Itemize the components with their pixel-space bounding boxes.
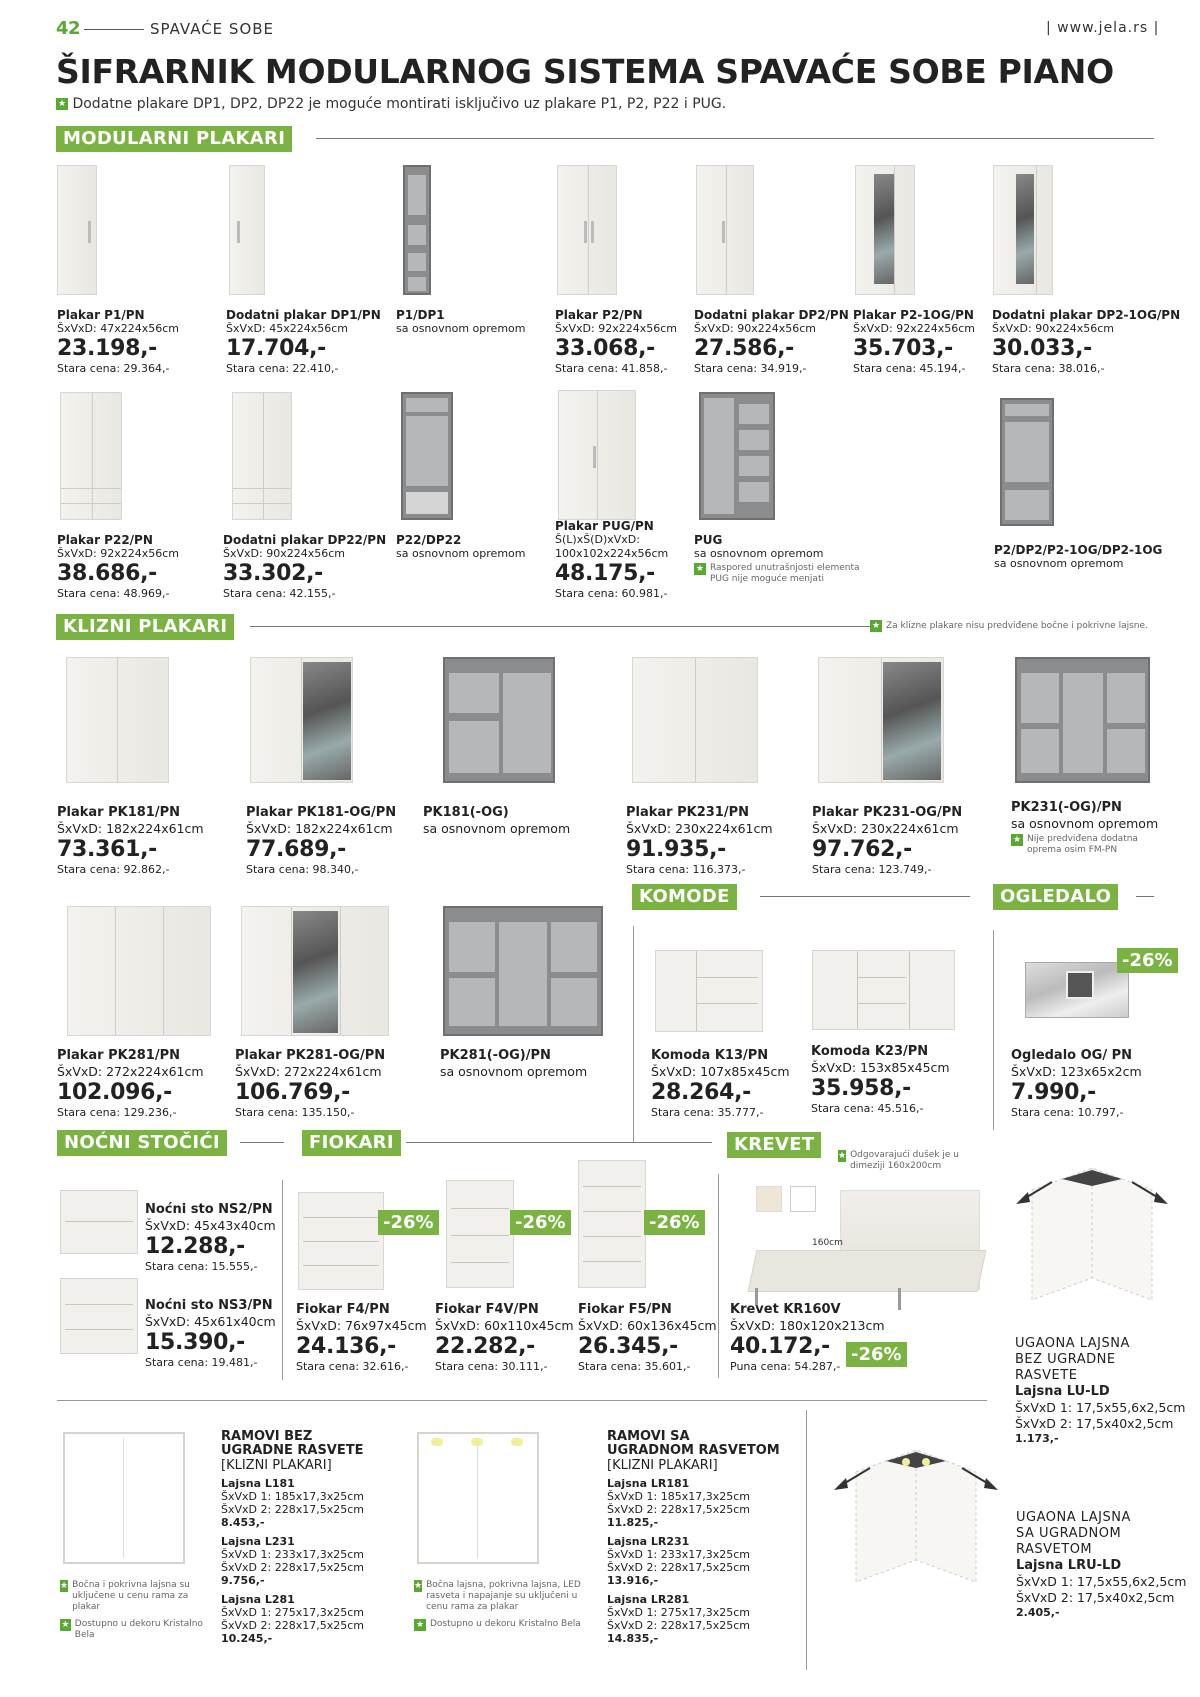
product-old-price: Stara cena: 35.777,-	[651, 1106, 764, 1119]
dresser-k23-image	[812, 950, 955, 1030]
wardrobe-dp2-1og-image	[993, 165, 1053, 295]
frames-subheading: [KLIZNI PLAKARI]	[221, 1458, 332, 1473]
product-dims: ŠxVxD: 45x43x40cm	[145, 1218, 276, 1233]
wardrobe-dp2-image	[696, 165, 754, 295]
product-name: Komoda K23/PN	[811, 1044, 929, 1059]
product-dims: sa osnovnom opremom	[396, 322, 526, 335]
product-name: Krevet KR160V	[730, 1302, 841, 1317]
product-card[interactable]	[223, 533, 386, 601]
product-name: PUG	[694, 533, 723, 547]
wardrobe-p2-interior-image	[1000, 398, 1054, 526]
item-price: 9.756,-	[221, 1574, 265, 1587]
product-dims: ŠxVxD: 182x224x61cm	[57, 821, 204, 836]
product-old-price: Stara cena: 34.919,-	[694, 362, 807, 375]
product-card[interactable]	[235, 1048, 385, 1120]
product-price: 38.686,-	[57, 561, 157, 586]
bed-note	[838, 1150, 978, 1172]
star-icon: ★	[61, 1620, 70, 1630]
product-dims: ŠxVxD: 90x224x56cm	[992, 322, 1114, 335]
product-name: Plakar PK181-OG/PN	[246, 805, 397, 820]
product-dims: ŠxVxD: 272x224x61cm	[57, 1064, 204, 1079]
item-dims: ŠxVxD 2: 228x17,5x25cm	[221, 1561, 364, 1574]
product-dims: ŠxVxD: 45x224x56cm	[226, 322, 348, 335]
divider	[250, 626, 870, 627]
divider	[406, 1142, 712, 1143]
product-old-price: Stara cena: 135.150,-	[235, 1106, 355, 1119]
product-card[interactable]	[57, 533, 179, 601]
product-old-price: Stara cena: 30.111,-	[435, 1360, 548, 1373]
product-price: 17.704,-	[226, 336, 326, 361]
product-dims: ŠxVxD: 123x65x2cm	[1011, 1064, 1142, 1079]
product-name: PK231(-OG)/PN	[1011, 800, 1122, 815]
product-name: Fiokar F5/PN	[578, 1302, 672, 1317]
product-dims: ŠxVxD 2: 17,5x40x2,5cm	[1016, 1590, 1175, 1605]
note-text: Nije predviđena dodatna oprema osim FM-PN	[1027, 834, 1138, 855]
product-price: 12.288,-	[145, 1234, 245, 1259]
product-name: Plakar P2/PN	[555, 308, 643, 322]
product-card[interactable]	[57, 1048, 204, 1120]
product-old-price: Stara cena: 92.862,-	[57, 863, 170, 876]
product-card[interactable]	[853, 308, 975, 376]
product-dims: ŠxVxD: 107x85x45cm	[651, 1064, 790, 1079]
bed-frame-image	[748, 1250, 987, 1292]
product-card[interactable]	[145, 1202, 276, 1274]
corner-heading: BEZ UGRADNE	[1015, 1352, 1116, 1367]
corner-heading: RASVETOM	[1016, 1542, 1093, 1557]
product-dims: sa osnovnom opremom	[440, 1064, 588, 1079]
product-name: Fiokar F4V/PN	[435, 1302, 539, 1317]
product-name: Lajsna LRU-LD	[1016, 1558, 1122, 1573]
product-price: 22.282,-	[435, 1334, 535, 1359]
product-dims: ŠxVxD: 60x110x45cm	[435, 1318, 574, 1333]
star-icon: ★	[60, 1581, 69, 1591]
color-swatch-white	[790, 1186, 816, 1212]
product-old-price: Stara cena: 45.194,-	[853, 362, 966, 375]
frame-notes	[60, 1580, 210, 1641]
frame-image	[63, 1432, 185, 1564]
product-price: 91.935,-	[626, 837, 726, 862]
frames-heading: UGRADNOM RASVETOM	[607, 1443, 780, 1458]
discount-badge: -26%	[378, 1210, 439, 1235]
product-name: Ogledalo OG/ PN	[1011, 1048, 1133, 1063]
divider	[57, 1400, 987, 1401]
product-old-price: Stara cena: 10.797,-	[1011, 1106, 1124, 1119]
product-name: Dodatni plakar DP2-1OG/PN	[992, 308, 1181, 322]
note-text: Bočna i pokrivna lajsna su uključene u cenu rama za plakar	[72, 1580, 190, 1612]
dresser-k13-image	[655, 950, 763, 1032]
product-price: 33.302,-	[223, 561, 323, 586]
product-card[interactable]	[994, 543, 1162, 571]
product-card[interactable]	[555, 308, 677, 376]
section-nightstands: NOĆNI STOČIĆI	[57, 1130, 227, 1156]
product-price: 35.703,-	[853, 336, 953, 361]
star-icon: ★	[57, 99, 67, 109]
item-dims: ŠxVxD 1: 233x17,3x25cm	[221, 1548, 364, 1561]
product-card[interactable]	[694, 533, 874, 585]
sliding-note	[870, 620, 1148, 632]
product-name: Plakar P1/PN	[57, 308, 145, 322]
product-price: 35.958,-	[811, 1076, 911, 1101]
product-price: 7.990,-	[1011, 1080, 1096, 1105]
product-name: Plakar PK181/PN	[57, 805, 181, 820]
product-dims: sa osnovnom opremom	[396, 547, 526, 560]
product-name: Fiokar F4/PN	[296, 1302, 390, 1317]
product-old-price: Stara cena: 38.016,-	[992, 362, 1105, 375]
product-dims: ŠxVxD: 272x224x61cm	[235, 1064, 382, 1079]
product-card[interactable]	[578, 1302, 717, 1374]
wardrobe-p1-image	[57, 165, 97, 295]
item-dims: ŠxVxD 1: 275x17,3x25cm	[607, 1606, 750, 1619]
product-card[interactable]	[396, 308, 525, 336]
product-dims: sa osnovnom opremom	[423, 821, 571, 836]
item-name: Lajsna L281	[221, 1593, 295, 1606]
bed-leg	[898, 1288, 901, 1310]
product-name: P22/DP22	[396, 533, 462, 547]
sliding-wardrobe-pk181-interior-image	[443, 657, 555, 783]
product-card[interactable]	[1011, 800, 1161, 856]
item-dims: ŠxVxD 2: 228x17,5x25cm	[221, 1619, 364, 1632]
item-price: 11.825,-	[607, 1516, 659, 1529]
product-name: Dodatni plakar DP1/PN	[226, 308, 381, 322]
color-swatch-beige	[756, 1186, 782, 1212]
frame-led-image	[417, 1432, 539, 1564]
product-name: P1/DP1	[396, 308, 445, 322]
product-card[interactable]	[1011, 1048, 1142, 1120]
frames-card[interactable]	[607, 1430, 780, 1645]
star-icon: ★	[695, 564, 704, 574]
drawer-f5-image	[578, 1160, 646, 1288]
product-card[interactable]	[145, 1298, 276, 1370]
product-name: Plakar PK231-OG/PN	[812, 805, 963, 820]
page-number: 42	[56, 18, 81, 39]
product-old-price: Stara cena: 32.616,-	[296, 1360, 409, 1373]
product-dims: ŠxVxD: 180x120x213cm	[730, 1318, 885, 1333]
subtitle-text: Dodatne plakare DP1, DP2, DP22 je moguće montirati isključivo uz plakare P1, P2, P22 i PUG.	[72, 96, 727, 112]
item-price: 14.835,-	[607, 1632, 659, 1645]
product-dims: ŠxVxD: 92x224x56cm	[57, 547, 179, 560]
wardrobe-dp22-image	[232, 392, 292, 520]
note-text: Odgovarajući dušek je u dimeziji 160x200cm	[850, 1150, 959, 1171]
product-name: PK181(-OG)	[423, 805, 509, 820]
product-card[interactable]	[57, 308, 179, 376]
product-price: 15.390,-	[145, 1330, 245, 1355]
discount-badge: -26%	[1117, 948, 1178, 973]
product-dims: ŠxVxD: 153x85x45cm	[811, 1060, 950, 1075]
sliding-wardrobe-pk231-og-image	[818, 657, 944, 783]
product-dims: sa osnovnom opremom	[694, 547, 824, 560]
item-name: Lajsna L181	[221, 1477, 295, 1490]
product-old-price: Stara cena: 19.481,-	[145, 1356, 258, 1369]
product-card[interactable]	[396, 533, 525, 561]
product-old-price: Stara cena: 29.364,-	[57, 362, 170, 375]
wardrobe-pug-image	[558, 390, 636, 520]
divider	[240, 1142, 284, 1143]
product-old-price: Puna cena: 54.287,-	[730, 1360, 841, 1373]
divider	[760, 896, 970, 897]
product-old-price: Stara cena: 48.969,-	[57, 587, 170, 600]
page-subtitle	[56, 96, 726, 112]
product-card[interactable]	[694, 308, 849, 376]
product-card[interactable]	[226, 308, 381, 376]
frames-card[interactable]	[221, 1430, 364, 1645]
product-name: Plakar PUG/PN	[555, 519, 654, 533]
product-dims: ŠxVxD 1: 17,5x55,6x2,5cm	[1015, 1400, 1186, 1415]
bed-width-label: 160cm	[812, 1238, 843, 1248]
divider-vertical	[633, 926, 634, 1142]
item-name: Lajsna LR281	[607, 1593, 690, 1606]
section-modular: MODULARNI PLAKARI	[56, 126, 292, 152]
frames-item	[607, 1477, 780, 1529]
product-note	[1011, 834, 1161, 856]
product-dims: ŠxVxD: 47x224x56cm	[57, 322, 179, 335]
corner-strip-led-image	[826, 1442, 1006, 1592]
section-dressers: KOMODE	[632, 884, 737, 910]
item-dims: ŠxVxD 2: 228x17,5x25cm	[221, 1503, 364, 1516]
product-name: Plakar PK281-OG/PN	[235, 1048, 386, 1063]
product-name: Plakar PK231/PN	[626, 805, 750, 820]
product-dims: ŠxVxD 1: 17,5x55,6x2,5cm	[1016, 1574, 1187, 1589]
product-card[interactable]	[296, 1302, 427, 1374]
corner-strip-card[interactable]	[1016, 1510, 1186, 1619]
section-drawers: FIOKARI	[302, 1130, 401, 1156]
item-name: Lajsna LR231	[607, 1535, 690, 1548]
product-dims: ŠxVxD: 45x61x40cm	[145, 1314, 276, 1329]
discount-badge: -26%	[644, 1210, 705, 1235]
product-dims: sa osnovnom opremom	[1011, 816, 1159, 831]
product-dims: ŠxVxD 2: 17,5x40x2,5cm	[1015, 1416, 1174, 1431]
product-price: 30.033,-	[992, 336, 1092, 361]
note-text: Dostupno u dekoru Kristalno Bela	[430, 1619, 581, 1629]
product-old-price: Stara cena: 41.858,-	[555, 362, 668, 375]
star-icon: ★	[1012, 835, 1022, 845]
product-dims: ŠxVxD: 182x224x61cm	[246, 821, 393, 836]
product-card[interactable]	[57, 805, 204, 877]
product-name: Dodatni plakar DP22/PN	[223, 533, 387, 547]
product-old-price: Stara cena: 98.340,-	[246, 863, 359, 876]
discount-badge: -26%	[846, 1342, 907, 1367]
product-price: 23.198,-	[57, 336, 157, 361]
star-icon: ★	[414, 1581, 423, 1591]
item-dims: ŠxVxD 2: 228x17,5x25cm	[607, 1503, 750, 1516]
wardrobe-dp1-image	[229, 165, 265, 295]
product-name: Komoda K13/PN	[651, 1048, 769, 1063]
product-old-price: Stara cena: 129.236,-	[57, 1106, 177, 1119]
corner-heading: RASVETE	[1015, 1368, 1078, 1383]
frames-item	[607, 1593, 780, 1645]
item-dims: ŠxVxD 2: 228x17,5x25cm	[607, 1619, 750, 1632]
note-text: Za klizne plakare nisu predviđene bočne i pokrivne lajsne.	[886, 620, 1148, 631]
corner-strip-card[interactable]	[1015, 1336, 1185, 1445]
sliding-wardrobe-pk231-image	[632, 657, 758, 783]
product-card[interactable]	[811, 1044, 950, 1116]
product-card[interactable]	[246, 805, 396, 877]
product-name: PK281(-OG)/PN	[440, 1048, 551, 1063]
product-price: 77.689,-	[246, 837, 346, 862]
section-mirror: OGLEDALO	[993, 884, 1118, 910]
sliding-wardrobe-pk181-image	[66, 657, 169, 783]
product-dims: ŠxVxD: 76x97x45cm	[296, 1318, 427, 1333]
product-old-price: Stara cena: 60.981,-	[555, 587, 668, 600]
corner-heading: SA UGRADNOM	[1016, 1526, 1122, 1541]
product-price: 24.136,-	[296, 1334, 396, 1359]
frames-item	[221, 1477, 364, 1529]
wardrobe-p1-interior-image	[403, 165, 431, 295]
product-card[interactable]	[651, 1048, 790, 1120]
sliding-wardrobe-pk281-interior-image	[443, 906, 603, 1036]
product-name: Dodatni plakar DP2/PN	[694, 308, 849, 322]
frames-heading: RAMOVI BEZ	[221, 1429, 313, 1444]
product-dims: ŠxVxD: 92x224x56cm	[853, 322, 975, 335]
product-card[interactable]	[423, 805, 570, 837]
wardrobe-p2-1og-image	[855, 165, 915, 295]
product-price: 2.405,-	[1016, 1606, 1060, 1619]
divider-vertical	[993, 930, 994, 1130]
product-price: 73.361,-	[57, 837, 157, 862]
drawer-f4v-image	[446, 1180, 514, 1288]
item-price: 8.453,-	[221, 1516, 265, 1529]
product-card[interactable]	[555, 519, 668, 601]
product-old-price: Stara cena: 123.749,-	[812, 863, 932, 876]
nightstand-ns2-image	[60, 1190, 138, 1254]
product-old-price: Stara cena: 42.155,-	[223, 587, 336, 600]
product-dims: ŠxVxD: 90x224x56cm	[694, 322, 816, 335]
discount-badge: -26%	[510, 1210, 571, 1235]
product-old-price: Stara cena: 15.555,-	[145, 1260, 258, 1273]
product-price: 28.264,-	[651, 1080, 751, 1105]
item-price: 10.245,-	[221, 1632, 273, 1645]
frames-subheading: [KLIZNI PLAKARI]	[607, 1458, 718, 1473]
wardrobe-p22-image	[60, 392, 122, 520]
product-old-price: Stara cena: 45.516,-	[811, 1102, 924, 1115]
sliding-wardrobe-pk181-og-image	[250, 657, 353, 783]
frames-heading: RAMOVI SA	[607, 1429, 690, 1444]
frames-item	[221, 1593, 364, 1645]
product-name: Noćni sto NS2/PN	[145, 1202, 273, 1217]
sliding-wardrobe-pk231-interior-image	[1015, 657, 1150, 783]
product-name: Noćni sto NS3/PN	[145, 1298, 273, 1313]
product-card[interactable]	[435, 1302, 574, 1374]
product-card[interactable]	[626, 805, 773, 877]
item-dims: ŠxVxD 2: 228x17,5x25cm	[607, 1561, 750, 1574]
sliding-wardrobe-pk281-image	[67, 906, 211, 1036]
product-price: 27.586,-	[694, 336, 794, 361]
product-price: 48.175,-	[555, 561, 655, 586]
corner-heading: UGAONA LAJSNA	[1015, 1336, 1130, 1351]
nightstand-ns3-image	[60, 1278, 138, 1354]
product-price: 1.173,-	[1015, 1432, 1059, 1445]
corner-heading: UGAONA LAJSNA	[1016, 1510, 1131, 1525]
note-text: Bočna lajsna, pokrivna lajsna, LED rasveta i napajanje su uključeni u cenu rama za plakar	[426, 1580, 581, 1612]
product-price: 102.096,-	[57, 1080, 172, 1105]
star-icon: ★	[415, 1620, 425, 1630]
star-icon: ★	[871, 621, 881, 631]
product-price: 26.345,-	[578, 1334, 678, 1359]
item-price: 13.916,-	[607, 1574, 659, 1587]
product-note	[694, 563, 874, 585]
product-card[interactable]	[812, 805, 962, 877]
section-sliding: KLIZNI PLAKARI	[56, 614, 234, 640]
divider	[1136, 896, 1154, 897]
product-dims: sa osnovnom opremom	[994, 557, 1124, 570]
website-link[interactable]: | www.jela.rs |	[1046, 20, 1160, 36]
item-dims: ŠxVxD 1: 185x17,3x25cm	[607, 1490, 750, 1503]
product-dims: ŠxVxD: 230x224x61cm	[626, 821, 773, 836]
divider-vertical	[718, 1174, 719, 1378]
item-name: Lajsna LR181	[607, 1477, 690, 1490]
product-name: Lajsna LU-LD	[1015, 1384, 1110, 1399]
product-price: 97.762,-	[812, 837, 912, 862]
product-price: 33.068,-	[555, 336, 655, 361]
frame-notes	[414, 1580, 584, 1631]
frames-heading: UGRADNE RASVETE	[221, 1443, 364, 1458]
product-name: Plakar PK281/PN	[57, 1048, 181, 1063]
frames-item	[221, 1535, 364, 1587]
divider-vertical	[806, 1410, 807, 1670]
star-icon: ★	[838, 1151, 847, 1161]
product-card[interactable]	[440, 1048, 587, 1080]
wardrobe-p2-image	[557, 165, 617, 295]
page-title: ŠIFRARNIK MODULARNOG SISTEMA SPAVAĆE SOBE PIANO	[56, 52, 1114, 91]
sliding-wardrobe-pk281-og-image	[241, 906, 389, 1036]
section-bed: KREVET	[727, 1132, 821, 1158]
product-dims: Š(L)xŠ(D)xVxD:	[555, 533, 640, 546]
item-dims: ŠxVxD 1: 233x17,3x25cm	[607, 1548, 750, 1561]
wardrobe-p22-interior-image	[401, 392, 453, 520]
product-dims: ŠxVxD: 90x224x56cm	[223, 547, 345, 560]
product-dims: ŠxVxD: 92x224x56cm	[555, 322, 677, 335]
divider	[316, 138, 1154, 139]
corner-strip-image	[1012, 1160, 1172, 1310]
item-dims: ŠxVxD 1: 185x17,3x25cm	[221, 1490, 364, 1503]
product-price: 40.172,-	[730, 1334, 830, 1359]
product-name: P2/DP2/P2-1OG/DP2-1OG	[994, 543, 1163, 557]
item-dims: ŠxVxD 1: 275x17,3x25cm	[221, 1606, 364, 1619]
product-old-price: Stara cena: 116.373,-	[626, 863, 746, 876]
note-text: Raspored unutrašnjosti elementa PUG nije moguće menjati	[709, 563, 860, 584]
item-name: Lajsna L231	[221, 1535, 295, 1548]
product-dims: ŠxVxD: 60x136x45cm	[578, 1318, 717, 1333]
mirror-og-image	[1025, 962, 1129, 1018]
product-price: 106.769,-	[235, 1080, 350, 1105]
divider-vertical	[282, 1180, 283, 1380]
drawer-f4-image	[298, 1192, 384, 1290]
running-title: SPAVAĆE SOBE	[150, 20, 275, 38]
product-old-price: Stara cena: 22.410,-	[226, 362, 339, 375]
note-text: Dostupno u dekoru Kristalno Bela	[74, 1619, 203, 1640]
product-name: Plakar P2-1OG/PN	[853, 308, 974, 322]
product-card[interactable]	[992, 308, 1180, 376]
wardrobe-pug-interior-image	[699, 392, 775, 520]
product-name: Plakar P22/PN	[57, 533, 153, 547]
product-dims: ŠxVxD: 230x224x61cm	[812, 821, 959, 836]
header-rule	[84, 29, 144, 30]
product-old-price: Stara cena: 35.601,-	[578, 1360, 691, 1373]
product-dims: 100x102x224x56cm	[555, 547, 669, 560]
frames-item	[607, 1535, 780, 1587]
